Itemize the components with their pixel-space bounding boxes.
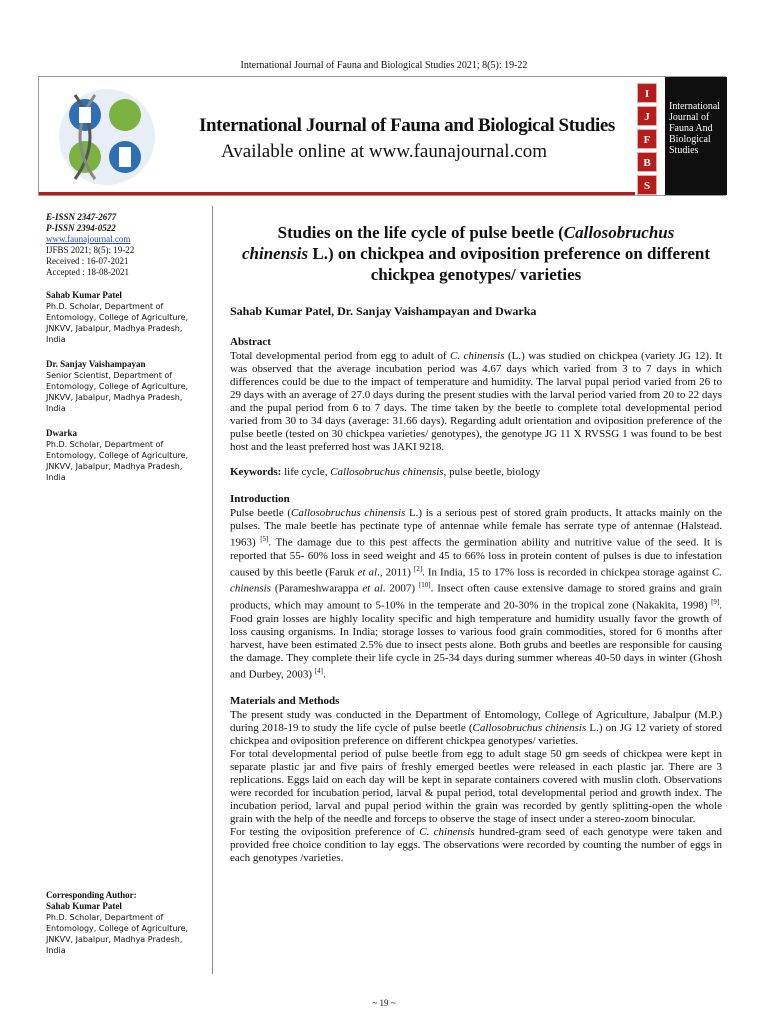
keywords: Keywords: life cycle, Callosobruchus chinensis, pulse beetle, biology [230,466,541,478]
methods-paragraph: The present study was conducted in the Department of Entomology, College of Agriculture, Jabalpur (M.P.) during 2018-19 to study the life cycle of pulse beetle (Callosobruchus chinensis L.) on JG 12 variety of stored chickpea and oviposition preference on different chickpea genotypes/ varieties. [230,709,722,748]
journal-name-line: Studies [669,145,699,156]
journal-acronym-boxes [637,83,661,198]
sidebar [46,212,196,483]
corresponding-label: Corresponding Author: [46,890,137,900]
sidebar-author-affiliation: Ph.D. Scholar, Department of Entomology, College of Agriculture, JNKVV, Jabalpur, Madhya Pradesh, India [46,302,189,344]
introduction-heading: Introduction [230,493,290,505]
article-body [230,222,722,865]
sidebar-author-affiliation: Senior Scientist, Department of Entomology, College of Agriculture, JNKVV, Jabalpur, Madhya Pradesh, India [46,371,189,413]
sidebar-author-name: Dwarka [46,428,77,438]
acronym-letter: B [637,152,657,172]
abstract-text: Total developmental period from egg to adult of C. chinensis (L.) was studied on chickpea (variety JG 12). It was observed that the average incubation period was 4.67 days which varied from 3 to 7 days in which differences could be due to the impact of temperature and humidity. The larval pupal period varied from 26 to 29 days with an average of 27.0 days during the present studies with the larval period varied from 20 to 22 days and the pupal period from 6 to 7 days. The time taken by the beetle to complete total developmental period varied from 30 to 34 days (average: 31.66 days). Regarding adult orientation and oviposition preference of the pulse beetle (tested on 30 chickpea varieties/ genotypes), the genotype JG 11 X RVSSG 1 was found to be best host and the least preferred host was JAKI 9218. [230,350,723,453]
acronym-letter: S [637,175,657,195]
acronym-letter: F [637,129,657,149]
journal-title: International Journal of Fauna and Biological Studies [199,115,615,136]
acronym-letter: J [637,106,657,126]
journal-banner [38,76,726,196]
column-divider [212,206,213,974]
acronym-letter: I [637,83,657,103]
eissn: E-ISSN 2347-2677 [46,212,117,222]
corresponding-name: Sahab Kumar Patel [46,901,122,911]
accepted-date: Accepted : 18-08-2021 [46,267,129,277]
sidebar-author-affiliation: Ph.D. Scholar, Department of Entomology, College of Agriculture, JNKVV, Jabalpur, Madhya Pradesh, India [46,440,189,482]
methods-paragraph: For total developmental period of pulse beetle from egg to adult stage 50 gm seeds of chickpea were kept in separate plastic jar and five pairs of freshly emerged beetles were released in each plastic jar. There are 3 replications. Eggs laid on each day will be kept in separate containers covered with muslin cloth. Observations were recorded for incubation period, larval & pupal period, total developmental period and growth index. The incubation period, larval and pupal period within the grain was recorded by gently splitting-open the whole grain with the help of the needle and forceps to observe the stage of insect under a stereo-zoom binocular. [230,748,722,826]
corresponding-affiliation: Ph.D. Scholar, Department of Entomology, College of Agriculture, JNKVV, Jabalpur, Madhya Pradesh, India [46,913,189,955]
abstract-heading: Abstract [230,336,271,348]
journal-name-line: Biological [669,134,711,145]
methods-paragraph: For testing the oviposition preference of C. chinensis hundred-gram seed of each genotype were taken and provided free choice condition to lay eggs. The observations were recorded by counting the number of eggs in each genotypes /varieties. [230,826,723,865]
journal-name-block [665,77,727,195]
journal-name-line: Journal of [669,112,710,123]
article-authors: Sahab Kumar Patel, Dr. Sanjay Vaishampayan and Dwarka [230,304,537,318]
pissn: P-ISSN 2394-0522 [46,223,116,233]
page-number: ~ 19 ~ [372,998,396,1008]
article-title: Studies on the life cycle of pulse beetle (Callosobruchus chinensis L.) on chickpea and oviposition preference on different chickpea genotypes/ varieties [241,223,710,284]
corresponding-author [46,890,196,956]
journal-availability: Available online at www.faunajournal.com [221,141,548,162]
sidebar-author-name: Sahab Kumar Patel [46,290,122,300]
journal-logo-icon [45,85,175,189]
introduction-text: Pulse beetle (Callosobruchus chinensis L.) is a serious pest of stored grain products. It attacks mainly on the pulses. The male beetle has pectinate type of antennae while female has serrate type of antennae (Halstead. 1963) [5]. The damage due to this pest affects the germination ability and nutritive value of the seed. It is reported that 55- 60% loss in seed weight and 45 to 66% loss in protein content of pulses is due to infestation caused by this beetle (Faruk et al., 2011) [2]. In India, 15 to 17% loss is recorded in chickpea storage against C. chinensis (Parameshwarappa et al. 2007) [10]. Insect often cause extensive damage to stored grains and grain products, which may amount to 5-10% in the temperate and 20-30% in the tropical zone (Nakakita, 1998) [9]. Food grain losses are highly locality specific and high temperature and humidity usually favor the growth of loss causing organisms. In India; storage losses to various food grain commodities, stored for 6 months after harvest, have been estimated 2.5% due to insect pests alone. Both grubs and beetles are responsible for causing the damage. They complete their life cycle in 25-34 days during summer whereas 40-50 days in winter (Ghosh and Durbey, 2003) [4]. [230,507,723,681]
citation: IJFBS 2021; 8(5): 19-22 [46,245,135,255]
journal-name-line: Fauna And [669,123,713,134]
received-date: Received : 16-07-2021 [46,256,129,266]
running-head: International Journal of Fauna and Biological Studies 2021; 8(5): 19-22 [240,60,528,71]
journal-name-line: International [669,101,721,112]
journal-website-link[interactable]: www.faunajournal.com [46,234,131,244]
methods-heading: Materials and Methods [230,695,340,708]
sidebar-author-name: Dr. Sanjay Vaishampayan [46,359,146,369]
banner-red-bar [39,192,635,195]
